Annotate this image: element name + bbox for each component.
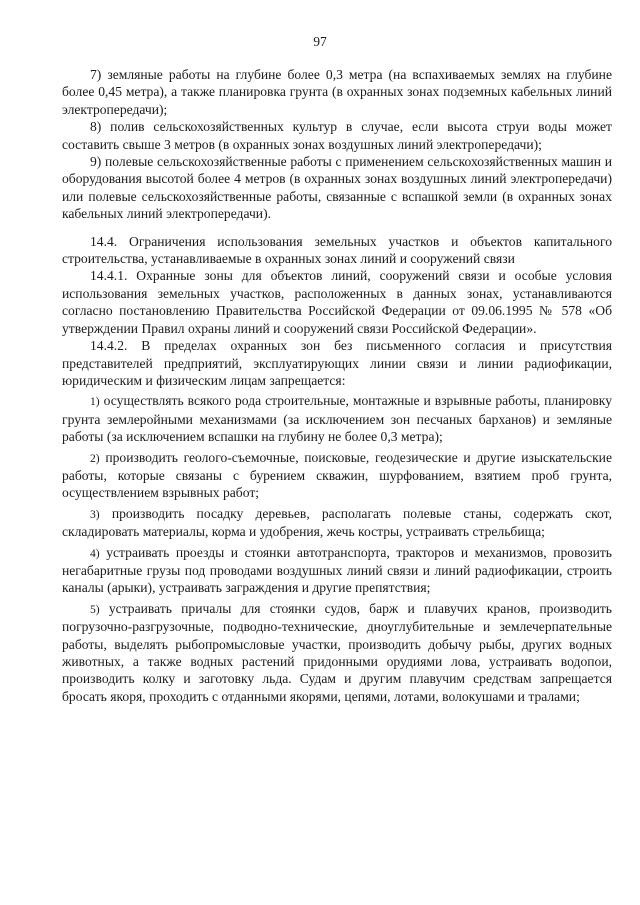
paragraph-14-4-1: 14.4.1. Охранные зоны для объектов линий, сооружений связи и особые условия использования земельных участков, расположенных в данных зонах, устанавливаются согласно постановлению Правительства Российской Федерации от 09.06.1995 № 578 «Об утверждении Правил охраны линий и сооружений связи Российской Федерации».: [62, 268, 612, 336]
list-item: [62, 392, 612, 445]
section-heading-14-4: 14.4. Ограничения использования земельных участков и объектов капитального строительства, устанавливаемые в охранных зонах линий и сооружений связи: [62, 233, 612, 267]
list-item-text: осуществлять всякого рода строительные, монтажные и взрывные работы, планировку грунта землеройными механизмами (за исключением зон песчаных барханов) и земляные работы (за исключением вспашки на глубину не более 0,3 метра);: [62, 393, 612, 445]
list-item-text: устраивать проезды и стоянки автотранспорта, тракторов и механизмов, провозить негабаритные грузы под проводами воздушных линий связи и линий радиофикации, строить каналы (арыки), устраивать заграждения и другие препятствия;: [62, 544, 613, 596]
list-item: [62, 600, 612, 705]
list-item: [62, 544, 612, 597]
paragraph-item-7: 7) земляные работы на глубине более 0,3 метра (на вспахиваемых землях на глубине более 0,45 метра), а также планировка грунта (в охранных зонах подземных кабельных линий электропередачи);: [62, 67, 612, 117]
list-item-number: 3): [90, 507, 100, 521]
list-item-number: 1): [90, 395, 100, 409]
paragraph-item-8: 8) полив сельскохозяйственных культур в случае, если высота струи воды может составить свыше 3 метров (в охранных зонах воздушных линий электропередачи);: [62, 119, 612, 152]
paragraph-14-4-2: 14.4.2. В пределах охранных зон без письменного согласия и присутствия представителей предприятий, эксплуатирующих линии связи и линии радиофикации, юридическим и физическим лицам запрещается:: [62, 338, 612, 388]
list-item-text: производить геолого-съемочные, поисковые, геодезические и другие изыскательские работы, которые связаны с бурением скважин, шурфованием, взятием проб грунта, осуществлением взрывных работ;: [62, 449, 612, 501]
section-gap: [62, 223, 612, 233]
document-body: [62, 66, 612, 705]
paragraph-item-9: 9) полевые сельскохозяйственные работы с применением сельскохозяйственных машин и оборудования высотой более 4 метров (в охранных зонах воздушных линий электропередачи) или полевые сельскохозяйственные работы, связанные с вспашкой земли (в охранных зонах кабельных линий электропередачи).: [62, 154, 612, 222]
list-item-text: устраивать причалы для стоянки судов, барж и плавучих кранов, производить погрузочно-разгрузочные, подводно-технические, дноуглубительные и землечерпательные работы, выделять рыбопромысловые участки, производить добычу рыбы, других водных животных, а также водных растений придонными орудиями лова, устраивать водопои, производить колку и заготовку льда. Судам и другим плавучим средствам запрещается бросать якоря, проходить с отданными якорями, цепями, лотами, волокушами и тралами;: [62, 600, 612, 704]
list-item-text: производить посадку деревьев, располагать полевые станы, содержать скот, складировать материалы, корма и удобрения, жечь костры, устраивать стрельбища;: [62, 505, 612, 540]
list-item-number: 2): [90, 451, 100, 465]
page-number: 97: [313, 34, 327, 49]
list-item: [62, 449, 612, 502]
list-item-number: 4): [90, 546, 100, 560]
list-item: [62, 505, 612, 541]
list-item-number: 5): [90, 602, 100, 616]
